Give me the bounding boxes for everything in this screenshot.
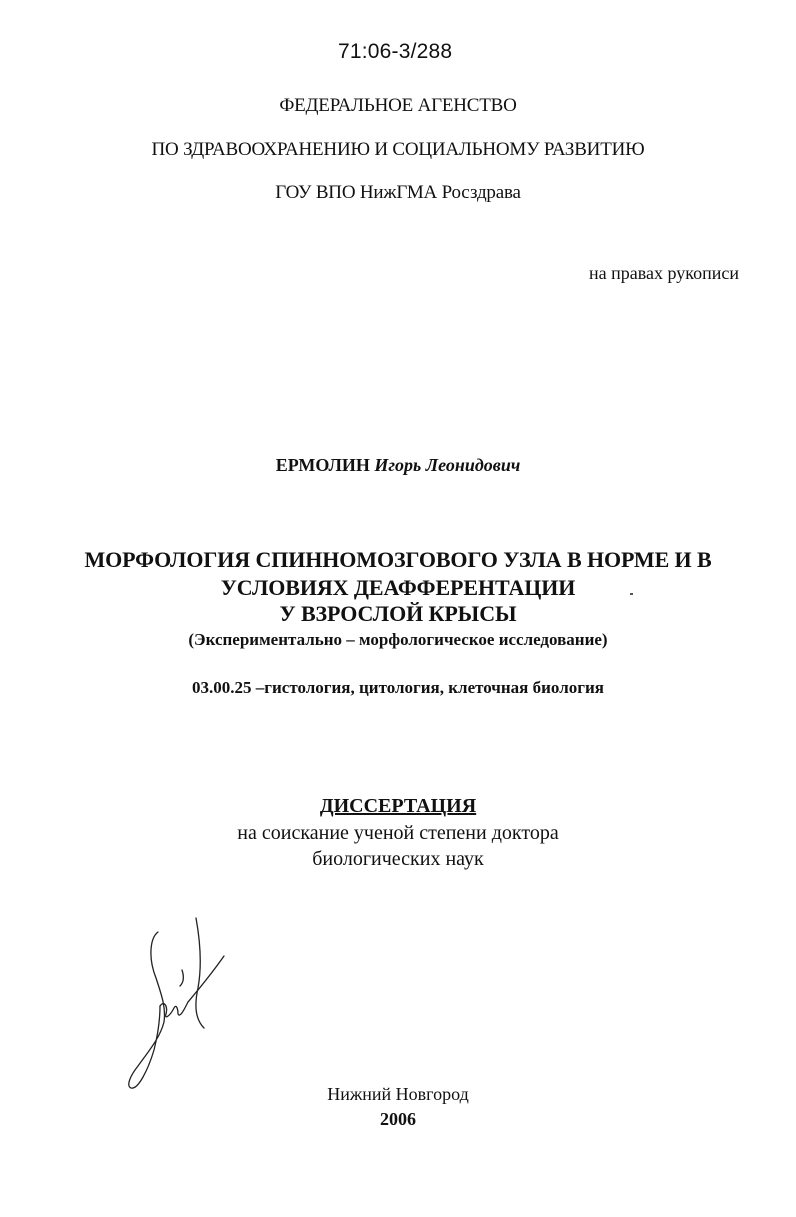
document-type: ДИССЕРТАЦИЯ xyxy=(319,795,477,817)
place-of-publication: Нижний Новгород xyxy=(327,1084,469,1104)
degree-line-1: на соискание ученой степени доктора xyxy=(237,822,559,844)
manuscript-rights-note: на правах рукописи xyxy=(589,263,739,283)
signature-stroke-tall xyxy=(196,918,204,1028)
scan-speck xyxy=(630,593,633,595)
agency-line-2: ПО ЗДРАВООХРАНЕНИЮ И СОЦИАЛЬНОМУ РАЗВИТИЮ xyxy=(151,139,645,160)
handwritten-signature xyxy=(118,910,238,1095)
signature-stroke-tail xyxy=(188,956,224,1002)
title-line-3: У ВЗРОСЛОЙ КРЫСЫ xyxy=(279,601,517,626)
institution-name: ГОУ ВПО НижГМА Росздрава xyxy=(275,182,521,203)
signature-stroke-loop xyxy=(129,932,165,1088)
title-subtitle: (Экспериментально – морфологическое исследование) xyxy=(188,630,608,649)
degree-line-2: биологических наук xyxy=(312,848,484,870)
author-given-names: Игорь Леонидович xyxy=(374,455,521,475)
signature-stroke-mark xyxy=(180,970,183,986)
author-surname: ЕРМОЛИН xyxy=(275,455,370,475)
author-name xyxy=(0,456,796,474)
specialty-code: 03.00.25 –гистология, цитология, клеточная биология xyxy=(192,678,604,697)
agency-line-1: ФЕДЕРАЛЬНОЕ АГЕНСТВО xyxy=(279,95,517,116)
catalog-number: 71:06-3/288 xyxy=(338,40,453,63)
publication-year: 2006 xyxy=(380,1109,416,1129)
title-line-1: МОРФОЛОГИЯ СПИННОМОЗГОВОГО УЗЛА В НОРМЕ И В xyxy=(84,547,712,572)
title-line-2: УСЛОВИЯХ ДЕАФФЕРЕНТАЦИИ xyxy=(220,575,576,600)
